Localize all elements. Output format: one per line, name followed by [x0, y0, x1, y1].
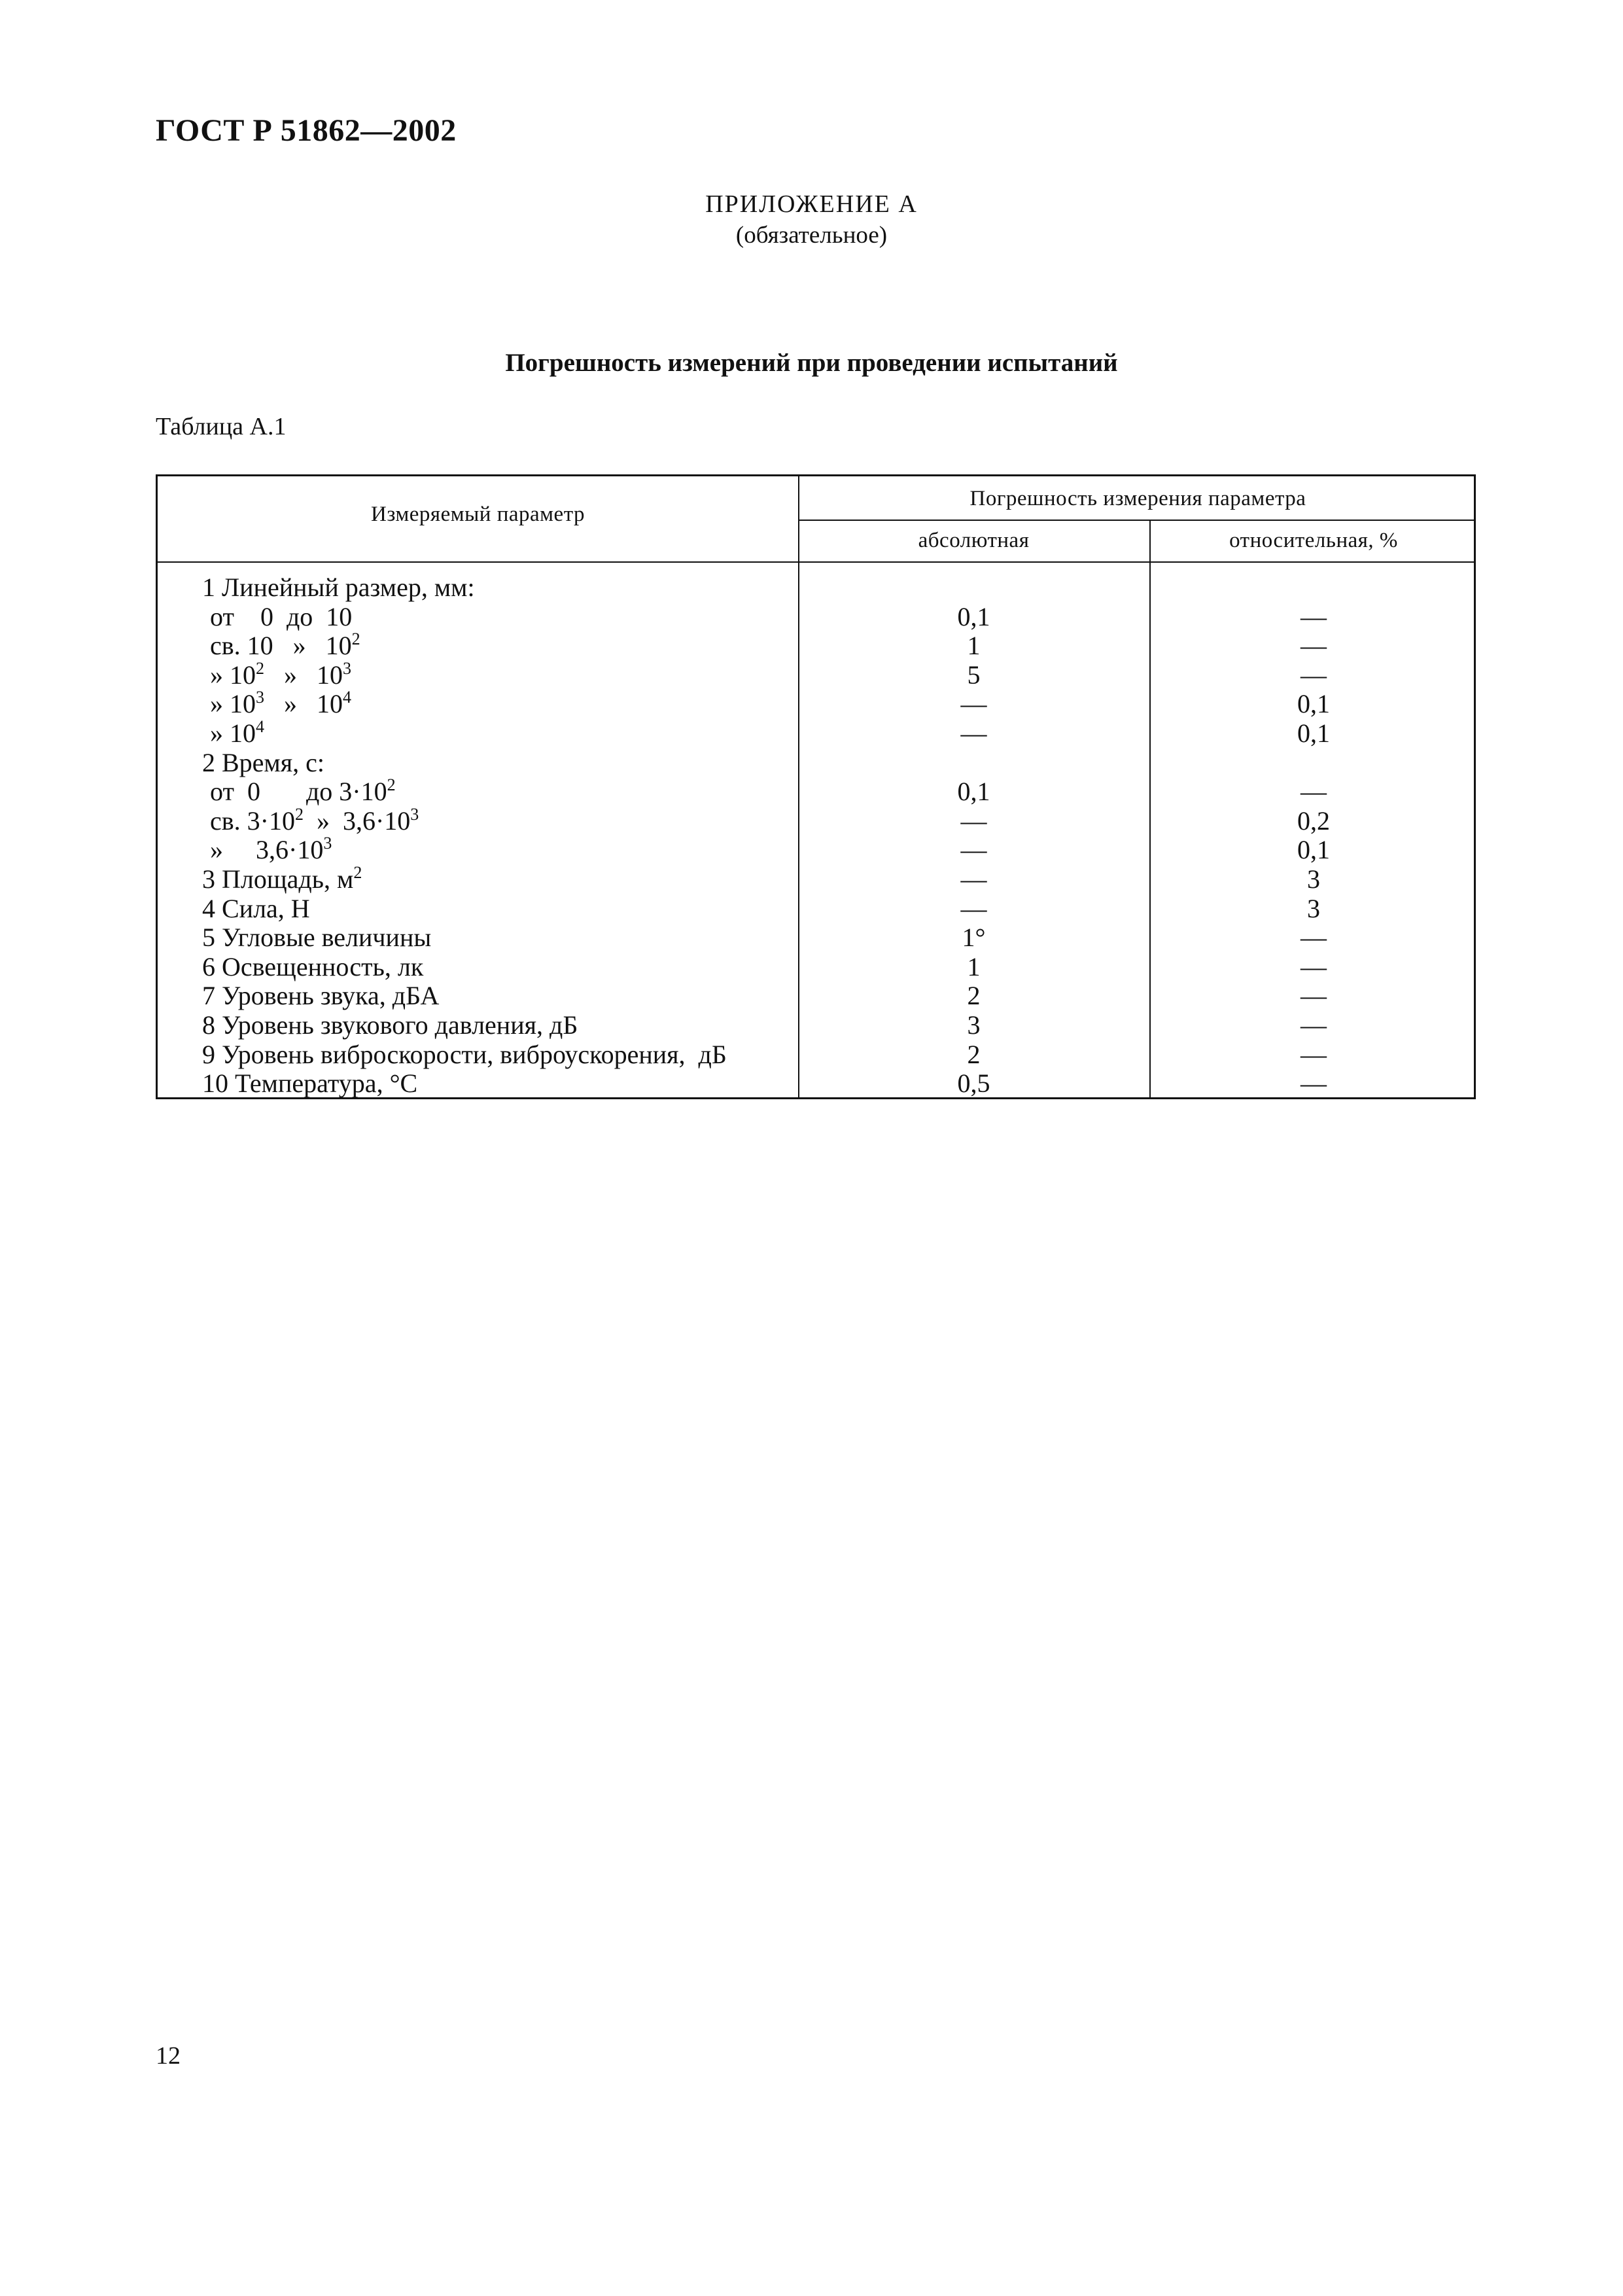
row-parameter: 2 Время, с:	[202, 747, 325, 777]
row-absolute-value: 2	[967, 981, 981, 1011]
appendix-note: (обязательное)	[735, 222, 888, 249]
row-absolute-value: —	[960, 864, 987, 894]
row-parameter: » $10^3$ » $10^4$	[210, 688, 351, 719]
row-absolute-value: —	[960, 805, 987, 836]
row-relative-value: 0,2	[1297, 805, 1330, 836]
row-relative-value: —	[1300, 951, 1327, 981]
section-title: Погрешность измерений при проведении испытаний	[505, 349, 1118, 377]
row-relative-value: 3	[1307, 864, 1320, 894]
page-number: 12	[156, 2042, 181, 2070]
measurement-error-table	[156, 474, 1476, 1099]
row-relative-value: —	[1300, 1069, 1327, 1099]
row-parameter: 7 Уровень звука, дБА	[202, 981, 440, 1011]
row-relative-value: —	[1300, 923, 1327, 953]
row-absolute-value: —	[960, 893, 987, 923]
row-absolute-value: 0,1	[957, 777, 990, 807]
row-parameter: от 0 до 10	[210, 601, 353, 631]
header-parameter: Измеряемый параметр	[370, 503, 585, 526]
header-measurement-error: Погрешность измерения параметра	[969, 487, 1306, 510]
row-parameter: св. 10 » $10^2$	[210, 629, 360, 661]
row-absolute-value: 5	[967, 660, 981, 690]
row-absolute-value: —	[960, 689, 987, 719]
row-parameter: от 0 до $3\cdot 10^2$	[210, 775, 396, 807]
row-absolute-value: —	[960, 718, 987, 748]
row-absolute-value: 3	[967, 1010, 981, 1040]
row-parameter: 10 Температура, °С	[202, 1069, 418, 1099]
appendix-title: ПРИЛОЖЕНИЕ А	[705, 190, 918, 218]
row-parameter: 1 Линейный размер, мм:	[202, 573, 475, 602]
row-parameter: 8 Уровень звукового давления, дБ	[202, 1010, 578, 1040]
header-relative: относительная, %	[1229, 529, 1398, 552]
row-absolute-value: —	[960, 835, 987, 865]
header-bottom-line	[158, 561, 1474, 563]
row-parameter: 4 Сила, Н	[202, 893, 310, 923]
row-relative-value: —	[1300, 660, 1327, 690]
row-parameter: » $10^4$	[210, 717, 264, 748]
document-code: ГОСТ Р 51862—2002	[156, 113, 457, 148]
header-divider	[798, 520, 1474, 521]
row-absolute-value: 1	[967, 951, 981, 981]
row-relative-value: 3	[1307, 893, 1320, 923]
row-absolute-value: 0,5	[957, 1069, 990, 1099]
row-absolute-value: 1	[967, 631, 981, 661]
row-absolute-value: 0,1	[957, 601, 990, 631]
row-parameter: 9 Уровень виброскорости, виброускорения, дБ	[202, 1039, 727, 1069]
row-parameter: св. $3\cdot 10^2$ » $3,6\cdot 10^3$	[210, 804, 419, 836]
row-relative-value: —	[1300, 1010, 1327, 1040]
row-relative-value: —	[1300, 981, 1327, 1011]
row-parameter: » $10^2$ » $10^3$	[210, 658, 351, 690]
row-parameter: » $3,6\cdot 10^3$	[210, 834, 332, 865]
row-parameter: 6 Освещенность, лк	[202, 951, 424, 981]
row-relative-value: 0,1	[1297, 689, 1330, 719]
row-relative-value: —	[1300, 601, 1327, 631]
row-absolute-value: 2	[967, 1039, 981, 1069]
row-relative-value: —	[1300, 777, 1327, 807]
row-relative-value: 0,1	[1297, 718, 1330, 748]
header-absolute: абсолютная	[918, 529, 1030, 552]
row-parameter: 5 Угловые величины	[202, 923, 432, 953]
table-label: Таблица А.1	[156, 413, 287, 440]
row-absolute-value: 1°	[962, 923, 986, 953]
row-relative-value: —	[1300, 631, 1327, 661]
row-relative-value: —	[1300, 1039, 1327, 1069]
row-relative-value: 0,1	[1297, 835, 1330, 865]
row-parameter: 3 Площадь, $м^2$	[202, 863, 362, 894]
